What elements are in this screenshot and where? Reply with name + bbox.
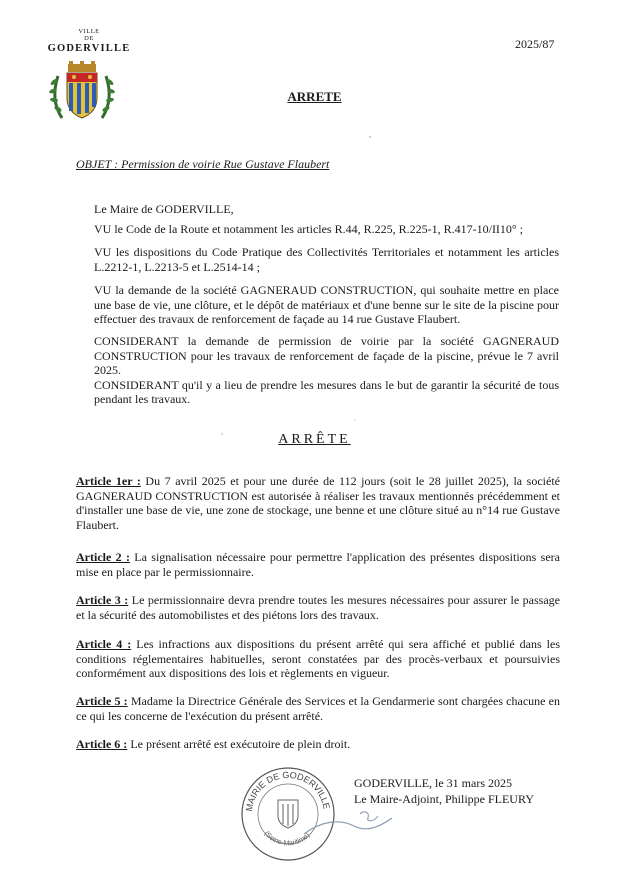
article-text: La signalisation nécessaire pour permettre l'application des présentes dispositions sera mise en place par le permissionnaire. bbox=[76, 550, 560, 579]
article-label: Article 3 : bbox=[76, 593, 129, 607]
signature-block bbox=[354, 775, 534, 807]
page-title bbox=[0, 89, 629, 105]
preamble-block bbox=[94, 245, 559, 274]
article-label: Article 2 : bbox=[76, 550, 130, 564]
article-text: Le présent arrêté est exécutoire de plein droit. bbox=[127, 737, 351, 751]
article-6 bbox=[76, 737, 560, 752]
vu-code-collectivites: VU les dispositions du Code Pratique des Collectivités Territoriales et notamment les articles L.2212-1, L.2213-5 et L.2514-14 ; bbox=[94, 245, 559, 274]
arrete-heading bbox=[0, 432, 629, 448]
article-3 bbox=[76, 593, 560, 622]
considerant-2: CONSIDERANT qu'il y a lieu de prendre les mesures dans le but de garantir la sécurité de tous pendant les travaux. bbox=[94, 377, 559, 406]
preamble-block bbox=[94, 334, 559, 407]
article-label: Article 6 : bbox=[76, 737, 128, 751]
article-text: Du 7 avril 2025 et pour une durée de 112 jours (soit le 28 juillet 2025), la société GAGNERAUD CONSTRUCTION est autorisée à réaliser les travaux mentionnés précédemment et d'installer une base de vie, une zone de stockage, une benne et une clôture situé au n°14 rue Gustave Flaubert. bbox=[76, 474, 560, 532]
preamble-block bbox=[94, 202, 559, 217]
ville-label: VILLE bbox=[78, 28, 100, 35]
article-5 bbox=[76, 694, 560, 723]
article-2 bbox=[76, 550, 560, 579]
svg-text:(Seine-Maritime): (Seine-Maritime) bbox=[262, 830, 312, 848]
town-header bbox=[44, 28, 134, 54]
document-reference: 2025/87 bbox=[515, 37, 555, 51]
vu-code-route: VU le Code de la Route et notamment les articles R.44, R.225, R.225-1, R.417-10/II10° ; bbox=[94, 222, 524, 236]
title-text: ARRETE bbox=[287, 89, 342, 104]
signature-scribble-icon bbox=[300, 800, 410, 850]
svg-text:MAIRIE DE GODERVILLE: MAIRIE DE GODERVILLE bbox=[243, 769, 332, 813]
article-text: Madame la Directrice Générale des Services et la Gendarmerie sont chargées chacune en ce qui les concerne de l'exécution du présent arrêté. bbox=[76, 694, 560, 723]
article-label: Article 5 : bbox=[76, 694, 128, 708]
place-date: GODERVILLE, le 31 mars 2025 bbox=[354, 776, 513, 790]
article-4 bbox=[76, 637, 560, 681]
de-label: DE bbox=[84, 35, 94, 42]
article-text: Le permissionnaire devra prendre toutes les mesures nécessaires pour assurer le passage et la sécurité des automobilistes et des piétons lors des travaux. bbox=[76, 593, 561, 622]
vu-demande: VU la demande de la société GAGNERAUD CONSTRUCTION, qui souhaite mettre en place une base de vie, une clôture, et le dépôt de matériaux et d'une benne sur le site de la piscine pour effectuer des travaux de renforcement de façade au 14 rue Gustave Flaubert. bbox=[94, 283, 559, 326]
article-1 bbox=[76, 474, 560, 532]
considerant-1: CONSIDERANT la demande de permission de voirie par la société GAGNERAUD CONSTRUCTION pour les travaux de renforcement de façade de la piscine, prévue le 7 avril 2025. bbox=[94, 334, 559, 377]
preamble-block bbox=[94, 283, 559, 327]
objet-line: OBJET : Permission de voirie Rue Gustave Flaubert bbox=[76, 157, 330, 171]
article-label: Article 1er : bbox=[76, 474, 141, 488]
town-name: GODERVILLE bbox=[47, 43, 131, 54]
article-label: Article 4 : bbox=[76, 637, 132, 651]
arrete-heading-text: ARRÊTE bbox=[278, 432, 351, 447]
article-text: Les infractions aux dispositions du présent arrêté qui sera affiché et publié dans les conditions réglementaires habituelles, seront constatées par des procès-verbaux et poursuivies conformément aux dispositions des lois et règlements en vigueur. bbox=[76, 637, 560, 680]
mayor-line: Le Maire de GODERVILLE, bbox=[94, 202, 234, 216]
preamble-block bbox=[94, 222, 559, 237]
signatory: Le Maire-Adjoint, Philippe FLEURY bbox=[354, 792, 534, 806]
